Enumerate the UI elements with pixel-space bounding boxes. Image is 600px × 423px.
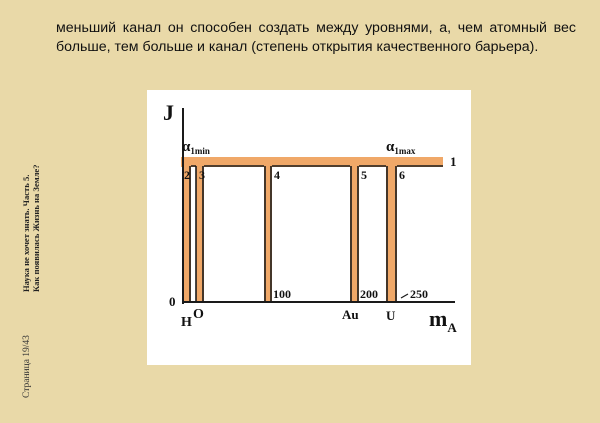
element-label-au: Au (342, 307, 359, 322)
channel-label-2: 2 (184, 168, 190, 182)
alpha-max-symbol: α (386, 139, 395, 155)
channel-label-6: 6 (399, 168, 405, 182)
page-number: Страница 19/43 (22, 335, 32, 398)
x-axis-label (429, 306, 457, 335)
alpha-min-subscript: 1min (190, 146, 210, 156)
alpha-max-subscript: 1max (394, 146, 416, 156)
tick-label-200: 200 (360, 287, 378, 301)
element-label-u: U (386, 308, 396, 323)
channel-label-5: 5 (361, 168, 367, 182)
y-axis-label: J (163, 100, 174, 125)
alpha-max-label (386, 139, 416, 156)
alpha-min-label (182, 139, 210, 156)
book-title-line2: Как появилась Жизнь на Земле? (31, 164, 41, 292)
tick-label-250: 250 (410, 287, 428, 301)
diagram-panel (147, 90, 471, 365)
x-axis-label-main: m (429, 306, 448, 331)
channel-label-4: 4 (274, 168, 280, 182)
book-title-line1: Наука не хочет знать. Часть 5. (21, 174, 31, 292)
energy-channel-diagram (147, 90, 471, 365)
level-1-label: 1 (450, 154, 457, 169)
element-label-h: H (181, 315, 192, 330)
tick-label-100: 100 (273, 287, 291, 301)
alpha-min-symbol: α (182, 139, 191, 155)
x-axis-label-sub: A (447, 320, 457, 335)
element-label-o: O (193, 307, 204, 322)
book-title-vertical (21, 164, 41, 292)
channel-outlines (190, 166, 396, 302)
channel-label-3: 3 (199, 168, 205, 182)
tick-250-dash (401, 294, 408, 298)
origin-label: 0 (169, 294, 176, 309)
page-body-text: меньший канал он способен создать между уровнями, а, чем атомный вес больше, тем больше и канал (степень открытия качественного барьера). (56, 20, 576, 55)
